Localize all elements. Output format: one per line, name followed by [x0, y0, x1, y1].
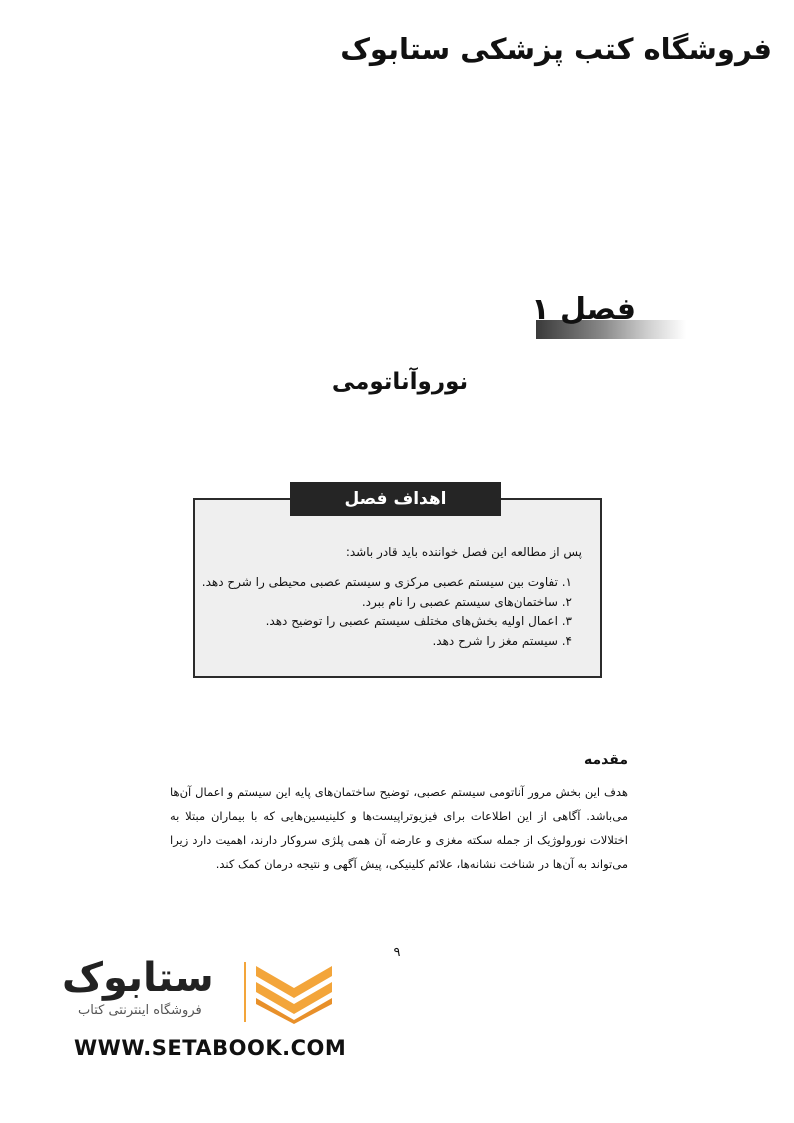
- chapter-label: فصل ۱: [531, 292, 636, 327]
- logo-tagline: فروشگاه اینترنتی کتاب: [78, 1003, 202, 1018]
- objectives-header: اهداف فصل: [290, 482, 501, 516]
- page-number: ۹: [393, 945, 401, 960]
- introduction-heading: مقدمه: [584, 752, 628, 768]
- objective-item: ۴. سیستم مغز را شرح دهد.: [432, 633, 572, 648]
- objective-item: ۱. تفاوت بین سیستم عصبی مرکزی و سیستم عصبی محیطی را شرح دهد.: [201, 575, 572, 589]
- setabook-logo-icon: [252, 960, 336, 1024]
- objective-item: ۲. ساختمان‌های سیستم عصبی را نام ببرد.: [361, 594, 572, 609]
- introduction-paragraph: هدف این بخش مرور آناتومی سیستم عصبی، توضیح ساختمان‌های پایه این سیستم و اعمال آن‌ها می‌باشد. آگاهی از این اطلاعات برای فیزیوتراپیست‌ها و کلینیسین‌هایی که با بیماران مبتلا به اختلالات نورولوژیک از جمله سکته مغزی و عارضه آن همی پلژی سروکار دارند، اهمیت دارد زیرا می‌تواند به آن‌ها در شناخت نشانه‌ها، علائم کلینیکی، پیش آگهی و نتیجه درمان کمک کند.: [170, 785, 628, 871]
- chapter-title: نوروآناتومی: [331, 369, 469, 395]
- objective-item: ۳. اعمال اولیه بخش‌های مختلف سیستم عصبی را توضیح دهد.: [265, 614, 572, 628]
- store-title: فروشگاه کتب پزشکی ستابوک: [340, 32, 772, 66]
- logo-url[interactable]: WWW.SETABOOK.COM: [74, 1036, 347, 1060]
- objectives-intro: پس از مطالعه این فصل خواننده باید قادر باشد:: [345, 545, 582, 559]
- logo-wordmark: ستابوک: [62, 955, 214, 1001]
- objectives-list: [202, 573, 572, 651]
- logo-divider: [244, 962, 246, 1022]
